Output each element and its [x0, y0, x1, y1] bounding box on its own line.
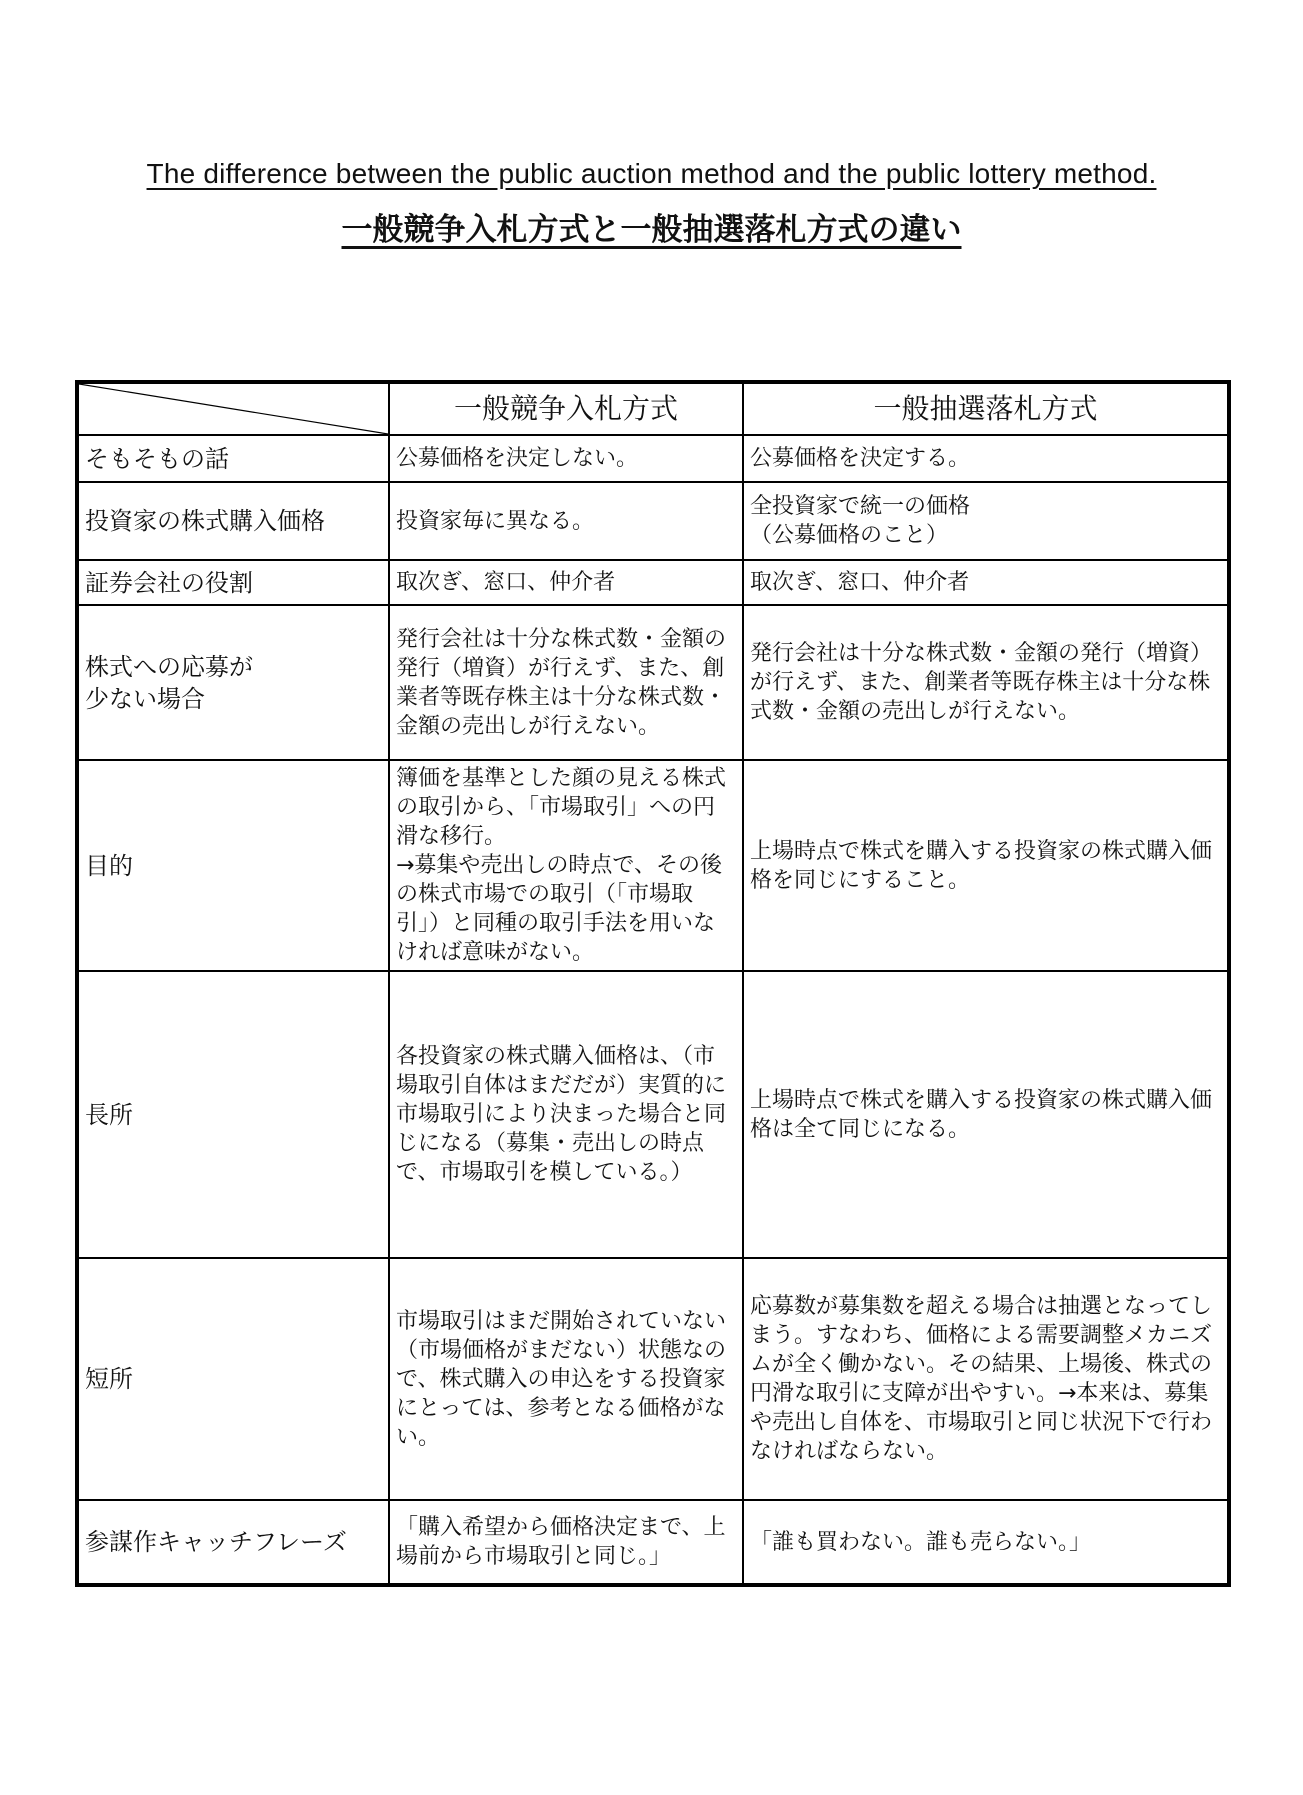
lottery-cell: 上場時点で株式を購入する投資家の株式購入価格は全て同じになる。	[743, 971, 1229, 1258]
lottery-cell: 発行会社は十分な株式数・金額の発行（増資）が行えず、また、創業者等既存株主は十分な株式数・金額の売出しが行えない。	[743, 605, 1229, 760]
table-row	[77, 605, 1229, 760]
row-label: 参謀作キャッチフレーズ	[77, 1500, 389, 1585]
auction-cell: 公募価格を決定しない。	[389, 435, 743, 482]
column-header-auction: 一般競争入札方式	[389, 382, 743, 435]
title-english: The difference between the public auction method and the public lottery method.	[146, 158, 1157, 189]
auction-cell: 投資家毎に異なる。	[389, 482, 743, 560]
auction-cell: 発行会社は十分な株式数・金額の発行（増資）が行えず、また、創業者等既存株主は十分な株式数・金額の売出しが行えない。	[389, 605, 743, 760]
auction-cell: 取次ぎ、窓口、仲介者	[389, 560, 743, 605]
table-row	[77, 1258, 1229, 1500]
table-row	[77, 560, 1229, 605]
row-label: 投資家の株式購入価格	[77, 482, 389, 560]
auction-cell: 簿価を基準とした顔の見える株式の取引から、「市場取引」への円滑な移行。 →募集や売出しの時点で、その後の株式市場での取引（「市場取引」）と同種の取引手法を用いなければ意味がない。	[389, 760, 743, 971]
lottery-cell: 「誰も買わない。誰も売らない。」	[743, 1500, 1229, 1585]
row-label: 短所	[77, 1258, 389, 1500]
row-label: 証券会社の役割	[77, 560, 389, 605]
auction-cell: 市場取引はまだ開始されていない（市場価格がまだない）状態なので、株式購入の申込をする投資家にとっては、参考となる価格がない。	[389, 1258, 743, 1500]
lottery-cell: 全投資家で統一の価格 （公募価格のこと）	[743, 482, 1229, 560]
header-row	[77, 382, 1229, 435]
lottery-cell: 応募数が募集数を超える場合は抽選となってしまう。すなわち、価格による需要調整メカニズムが全く働かない。その結果、上場後、株式の円滑な取引に支障が出やすい。→本来は、募集や売出し自体を、市場取引と同じ状況下で行わなければならない。	[743, 1258, 1229, 1500]
diagonal-line	[79, 384, 388, 434]
auction-cell: 各投資家の株式購入価格は、（市場取引自体はまだだが）実質的に市場取引により決まった場合と同じになる（募集・売出しの時点で、市場取引を模している。）	[389, 971, 743, 1258]
corner-cell	[77, 382, 389, 435]
column-header-lottery: 一般抽選落札方式	[743, 382, 1229, 435]
table-row	[77, 760, 1229, 971]
row-label: 株式への応募が 少ない場合	[77, 605, 389, 760]
table-row	[77, 971, 1229, 1258]
row-label: そもそもの話	[77, 435, 389, 482]
lottery-cell: 取次ぎ、窓口、仲介者	[743, 560, 1229, 605]
table-row	[77, 482, 1229, 560]
table-row	[77, 435, 1229, 482]
lottery-cell: 上場時点で株式を購入する投資家の株式購入価格を同じにすること。	[743, 760, 1229, 971]
title-japanese: 一般競争入札方式と一般抽選落札方式の違い	[341, 212, 962, 248]
table-row	[77, 1500, 1229, 1585]
row-label: 目的	[77, 760, 389, 971]
lottery-cell: 公募価格を決定する。	[743, 435, 1229, 482]
auction-cell: 「購入希望から価格決定まで、上場前から市場取引と同じ。」	[389, 1500, 743, 1585]
comparison-table	[75, 380, 1231, 1587]
row-label: 長所	[77, 971, 389, 1258]
